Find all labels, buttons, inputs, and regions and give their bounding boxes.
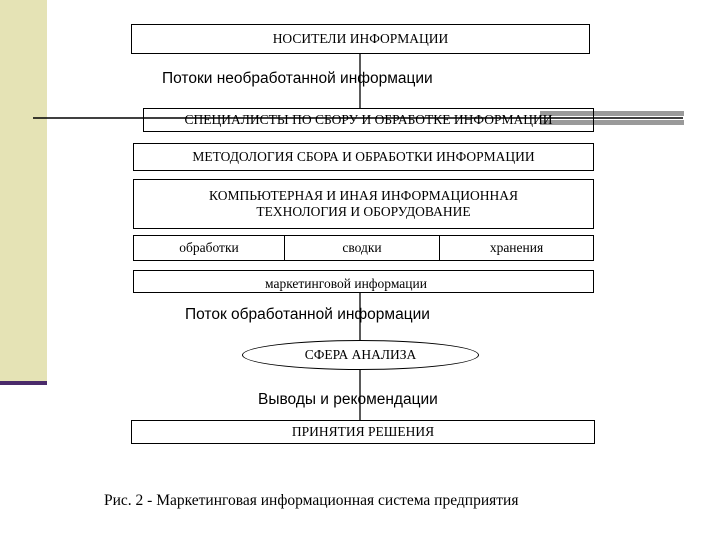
technology-box: [133, 179, 594, 229]
figure-caption: Рис. 2 - Маркетинговая информационная система предприятия: [104, 492, 519, 509]
methodology-box: [133, 143, 594, 171]
information-carriers-text: НОСИТЕЛИ ИНФОРМАЦИИ: [272, 31, 449, 46]
technology-text-line1: КОМПЬЮТЕРНАЯ И ИНАЯ ИНФОРМАЦИОННАЯ: [209, 188, 518, 203]
technology-text-line2: ТЕХНОЛОГИЯ И ОБОРУДОВАНИЕ: [256, 204, 471, 219]
function-cell: хранения: [489, 240, 544, 255]
processed-flow-label: Поток обработанной информации: [185, 306, 430, 323]
conclusions-label: Выводы и рекомендации: [258, 391, 438, 408]
analysis-sphere-ellipse: [242, 340, 479, 370]
decision-text: ПРИНЯТИЯ РЕШЕНИЯ: [291, 424, 435, 439]
information-carriers-box: [131, 24, 590, 54]
function-cell: сводки: [285, 236, 440, 260]
marketing-info-box: [133, 270, 594, 293]
analysis-sphere-text: СФЕРА АНАЛИЗА: [304, 347, 417, 362]
functions-row: [133, 235, 594, 261]
specialists-box: [143, 108, 594, 132]
methodology-text: МЕТОДОЛОГИЯ СБОРА И ОБРАБОТКИ ИНФОРМАЦИИ: [192, 149, 535, 164]
function-cell: обработки: [134, 236, 285, 260]
raw-flow-label: Потоки необработанной информации: [162, 70, 433, 87]
marketing-info-text: маркетинговой информации: [265, 276, 427, 291]
decision-box: [131, 420, 595, 444]
specialists-text: СПЕЦИАЛИСТЫ ПО СБОРУ И ОБРАБОТКЕ ИНФОРМАЦИИ: [184, 112, 553, 127]
